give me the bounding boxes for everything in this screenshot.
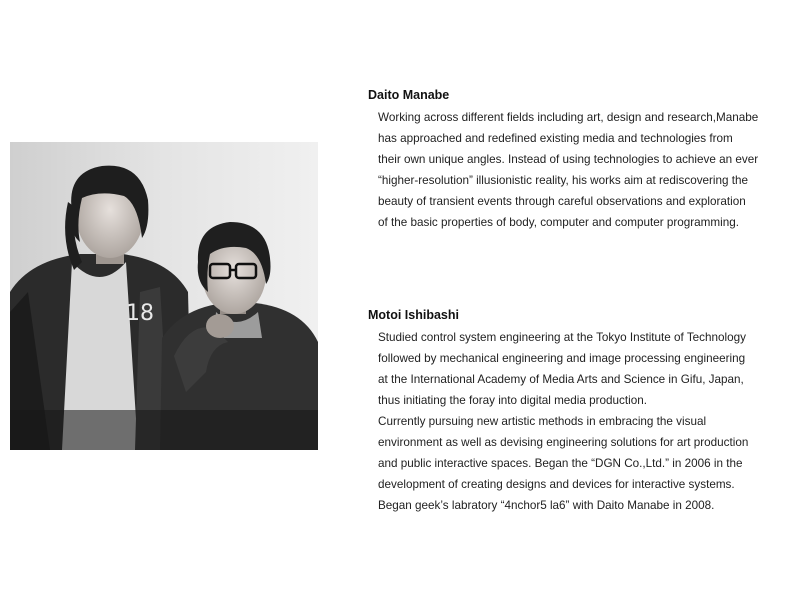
portrait-illustration [10, 142, 318, 450]
bio-line: Working across different fields including art, design and research,Manabe [378, 111, 759, 124]
portrait-photo [10, 142, 318, 450]
bio-line: beauty of transient events through careful observations and exploration [378, 195, 746, 208]
bio-line: thus initiating the foray into digital media production. [378, 394, 647, 407]
bio-line: their own unique angles. Instead of using technologies to achieve an ever [378, 153, 759, 166]
bio-daito-manabe [368, 87, 788, 233]
bio-line: at the International Academy of Media Arts and Science in Gifu, Japan, [378, 373, 744, 386]
bio-line: “higher-resolution” illusionistic reality, his works aim at rediscovering the [378, 174, 749, 187]
bio-line: Studied control system engineering at the Tokyo Institute of Technology [378, 331, 746, 344]
bio-line: Began geek’s labratory “4nchor5 la6” with Daito Manabe in 2008. [378, 499, 715, 512]
bio-text [378, 327, 788, 516]
bio-name: Motoi Ishibashi [368, 308, 459, 322]
bio-text [378, 107, 788, 233]
bio-line: has approached and redefined existing media and technologies from [378, 132, 733, 145]
bio-line: environment as well as devising engineering solutions for art production [378, 436, 749, 449]
bio-motoi-ishibashi [368, 307, 788, 516]
bio-name: Daito Manabe [368, 88, 450, 102]
bio-line: followed by mechanical engineering and image processing engineering [378, 352, 746, 365]
bio-line: development of creating designs and devices for interactive systems. [378, 478, 735, 491]
shirt-number: 18 [126, 301, 154, 326]
bio-line: Currently pursuing new artistic methods in embracing the visual [378, 415, 707, 428]
bio-line: and public interactive spaces. Began the “DGN Co.,Ltd.” in 2006 in the [378, 457, 743, 470]
bio-line: of the basic properties of body, computer and computer programming. [378, 216, 739, 229]
